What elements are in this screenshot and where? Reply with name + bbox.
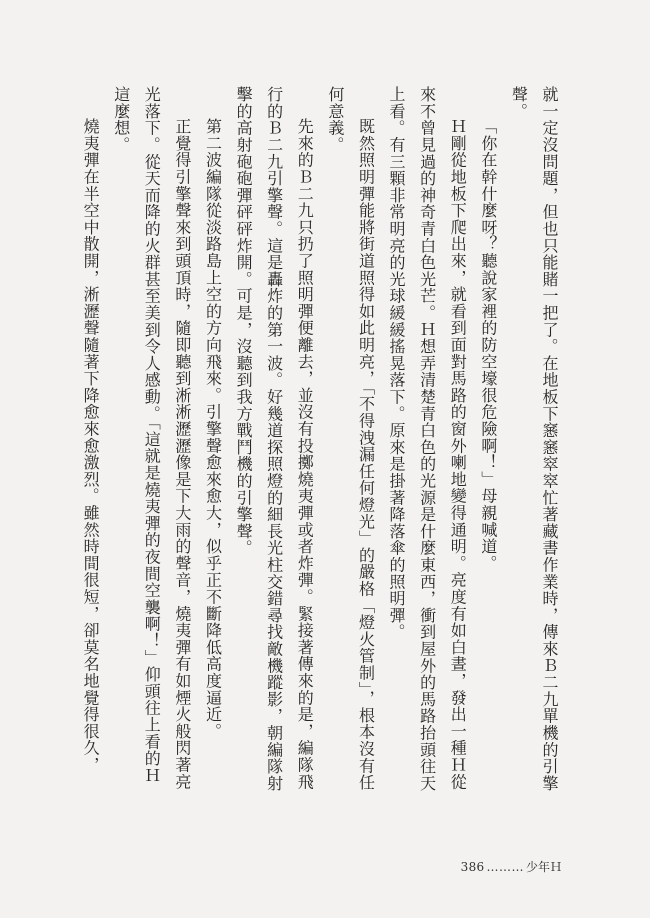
paragraph-4: 既然照明彈能將街道照得如此明亮，「不得洩漏任何燈光」的嚴格「燈火管制」，根本沒有任何意義。 (325, 86, 376, 791)
paragraph-3: Ｈ剛從地板下爬出來，就看到面對馬路的窗外喇地變得通明。亮度有如白晝，發出一種Ｈ從來不曾見過的神奇青白色光芒。Ｈ想弄清楚青白色的光源是什麼東西，衝到屋外的馬路抬頭往天上看。有三顆非常明亮的光球緩緩搖晃落下。原來是掛著降落傘的照明彈。 (387, 86, 468, 792)
running-title: 少年Ｈ (525, 860, 562, 874)
paragraph-7: 正覺得引擎聲來到頭頂時，隨即聽到淅淅瀝瀝像是下大雨的聲音，燒夷彈有如煙火般閃著亮光落下。從天而降的火群甚至美到令人感動。「這就是燒夷彈的夜間空襲啊！」仰頭往上看的Ｈ這麼想。 (111, 86, 192, 790)
paragraph-2: 「你在幹什麼呀？聽說家裡的防空壕很危險啊！」母親喊道。 (478, 118, 498, 572)
page-number: 386 (460, 860, 485, 874)
vertical-text-body (75, 86, 565, 792)
leader-dots: ……… (486, 860, 524, 874)
paragraph-1: 就一定沒問題，但也只能賭一把了。在地板下窸窸窣窣忙著藏書作業時，傳來Ｂ二九單機的引擎聲。 (509, 86, 559, 792)
page-footer (461, 858, 562, 875)
paragraph-5: 先來的Ｂ二九只扔了照明彈便離去，並沒有投擲燒夷彈或者炸彈。緊接著傳來的是，編隊飛行的Ｂ二九引擎聲。這是轟炸的第一波。好幾道探照燈的細長光柱交錯尋找敵機蹤影，朝編隊射擊的高射砲砲彈砰砰炸開。可是，沒聽到我方戰鬥機的引擎聲。 (234, 86, 315, 792)
paragraph-6: 第二波編隊從淡路島上空的方向飛來。引擎聲愈來愈大，似乎正不斷降低高度逼近。 (203, 118, 223, 740)
paragraph-8: 燒夷彈在半空中散開，淅瀝聲隨著下降愈來愈激烈。雖然時間很短，卻莫名地覺得很久， (81, 118, 101, 774)
